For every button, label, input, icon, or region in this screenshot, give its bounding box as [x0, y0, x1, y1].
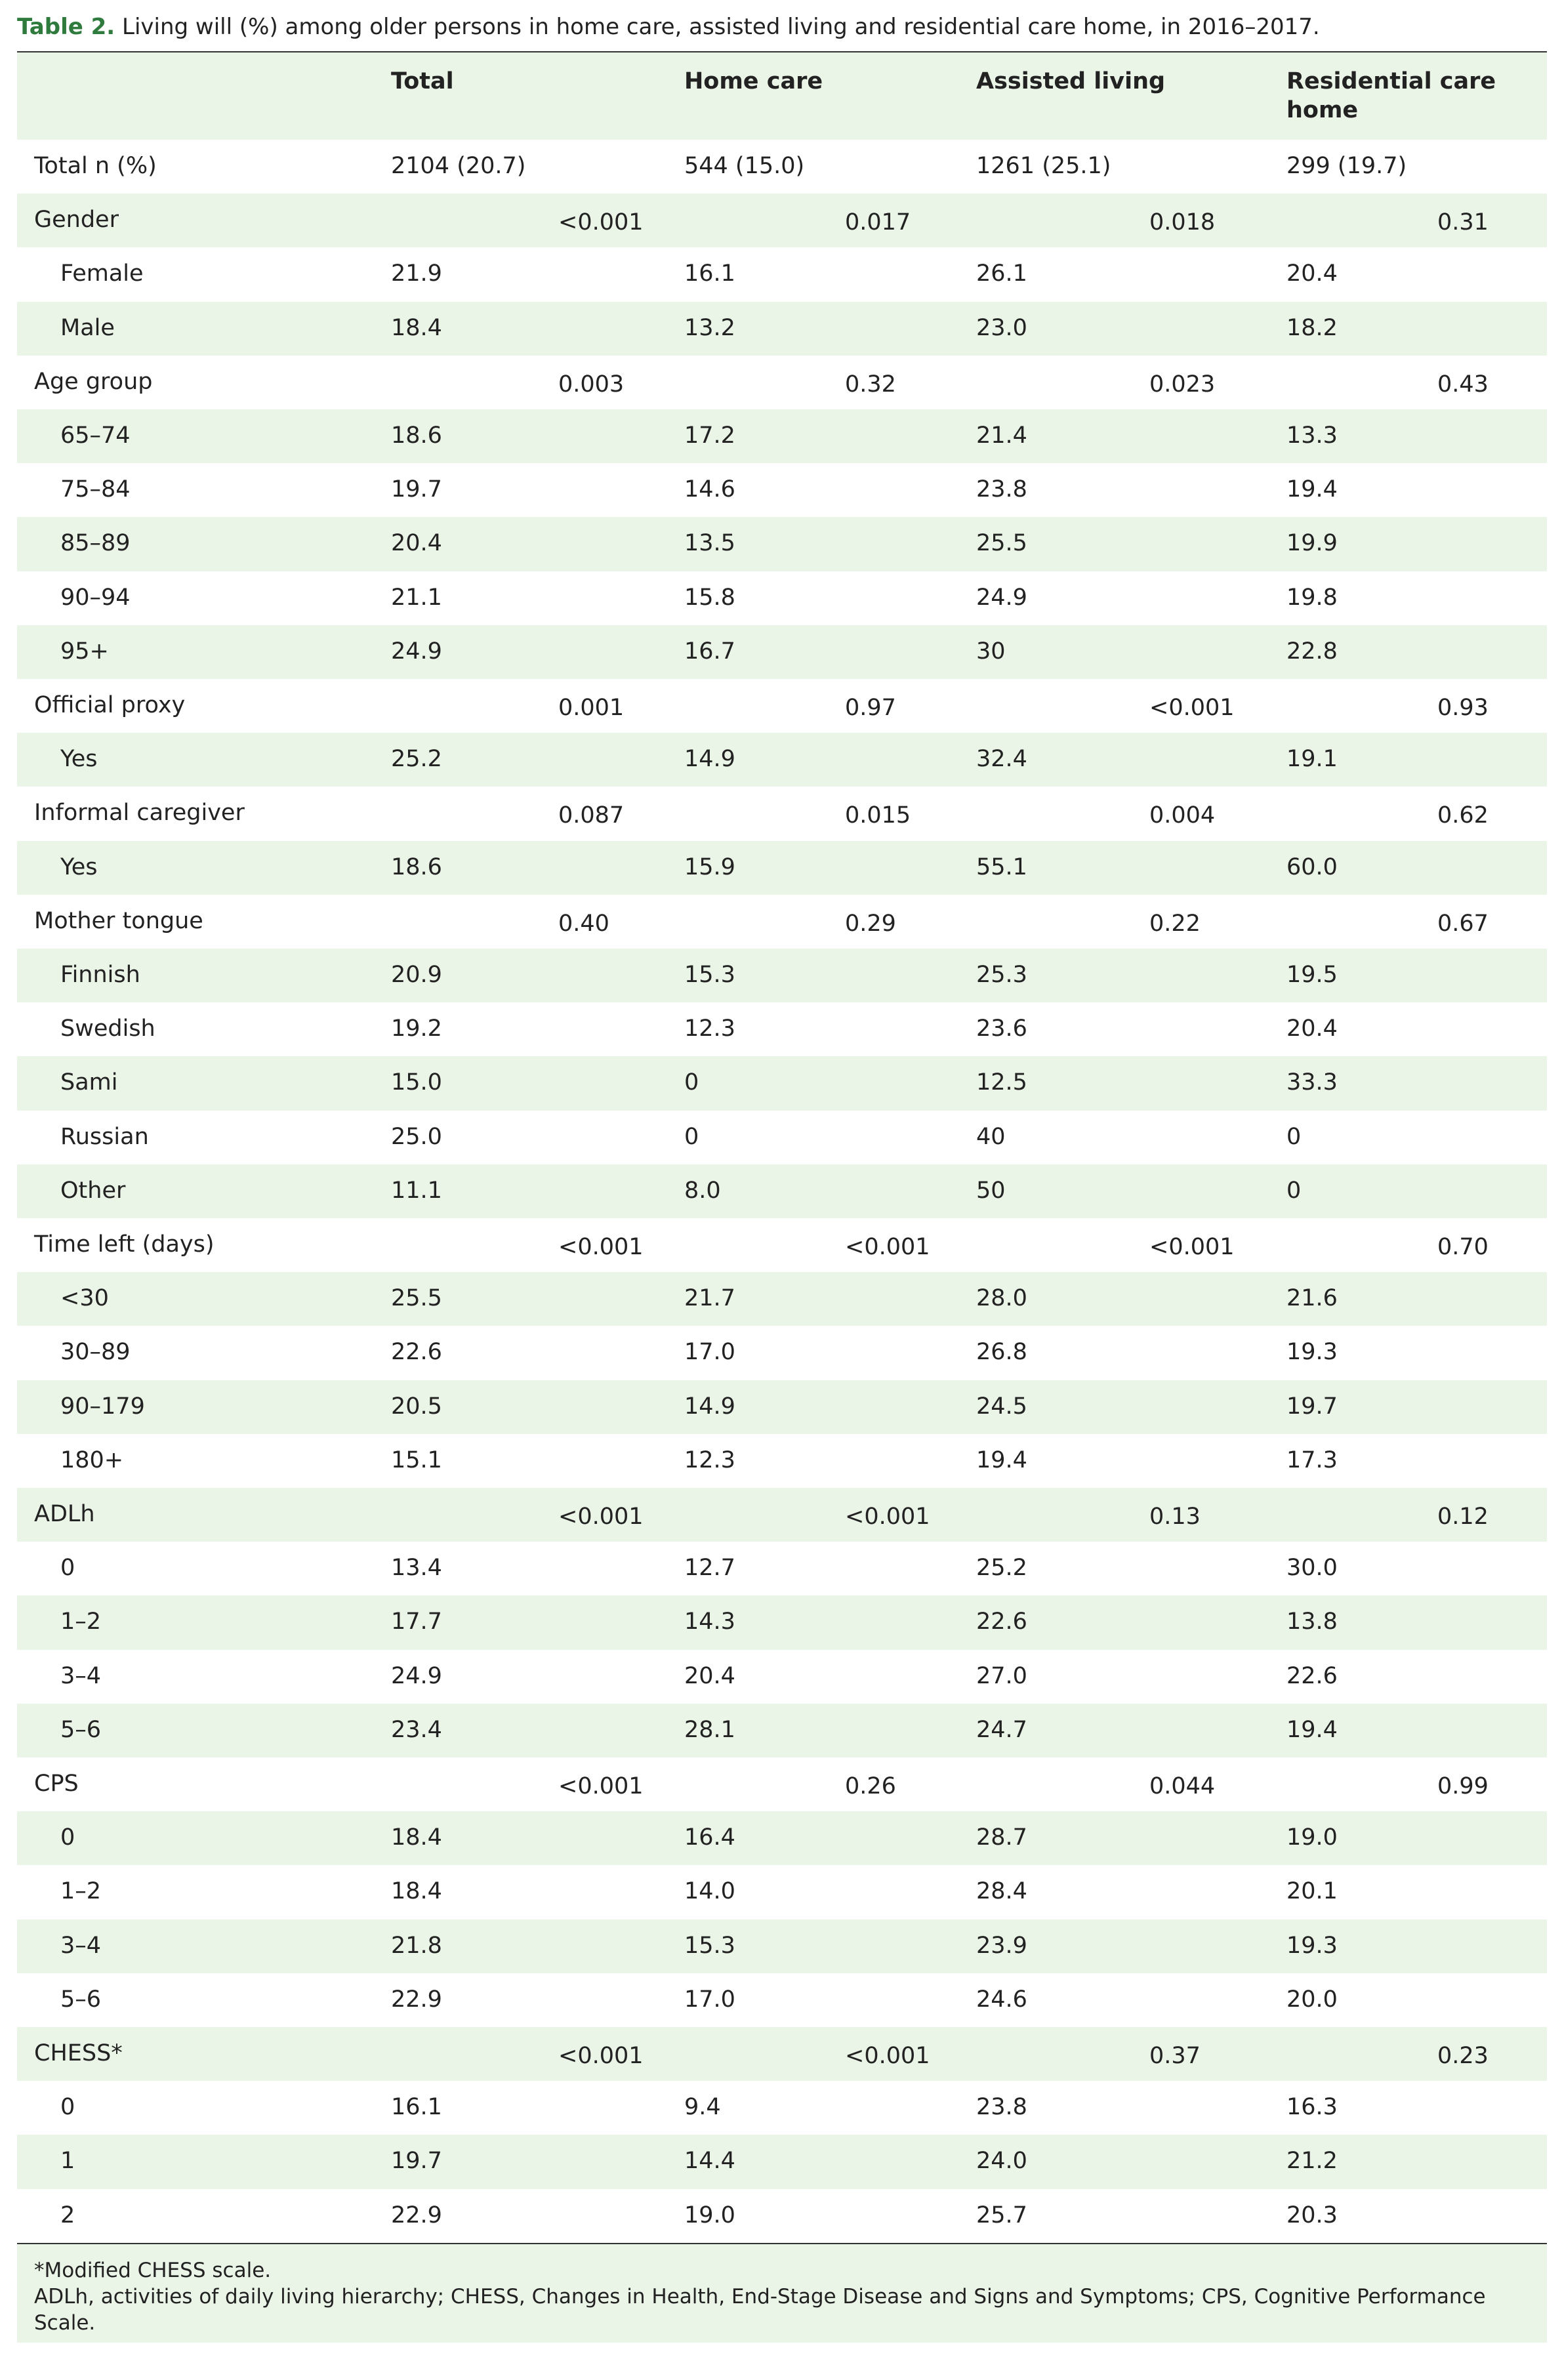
- table-row: [17, 1002, 1547, 1056]
- row-label: 90–179: [60, 1393, 145, 1420]
- cell-home-care: 16.7: [684, 638, 735, 665]
- cell-home-care: 14.3: [684, 1609, 735, 1635]
- table-row: [17, 1811, 1547, 1865]
- cell-total: 25.2: [391, 746, 442, 773]
- cell-assisted-living: 23.8: [976, 476, 1027, 503]
- row-label: 30–89: [60, 1339, 131, 1366]
- cell-home-care: 15.9: [684, 853, 735, 880]
- p-value-residential-care-home: 0.93: [1437, 695, 1489, 721]
- row-label: 90–94: [60, 584, 131, 611]
- table-row: [17, 1272, 1547, 1326]
- cell-home-care: 15.3: [684, 1932, 735, 1959]
- cell-home-care: 0: [684, 1123, 699, 1150]
- cell-total: 24.9: [391, 638, 442, 665]
- cell-home-care: 17.0: [684, 1339, 735, 1366]
- cell-residential-care-home: 22.8: [1286, 638, 1338, 665]
- row-label: 1–2: [60, 1609, 102, 1635]
- table-row: [17, 1326, 1547, 1380]
- cell-home-care: 16.4: [684, 1824, 735, 1851]
- table-row: [17, 463, 1547, 517]
- cell-home-care: 21.7: [684, 1285, 735, 1312]
- p-value-home-care: <0.001: [845, 1234, 930, 1260]
- row-label: CPS: [34, 1771, 79, 1797]
- table-row: [17, 625, 1547, 679]
- table-group-row: [17, 356, 1547, 409]
- cell-residential-care-home: 20.0: [1286, 1986, 1338, 2013]
- cell-total: 19.2: [391, 1016, 442, 1042]
- cell-home-care: 15.3: [684, 962, 735, 988]
- cell-assisted-living: 21.4: [976, 422, 1027, 449]
- p-value-residential-care-home: 0.23: [1437, 2043, 1489, 2069]
- cell-total: 21.1: [391, 584, 442, 611]
- row-label: 5–6: [60, 1986, 102, 2013]
- cell-residential-care-home: 18.2: [1286, 314, 1338, 341]
- table-caption: [17, 7, 1552, 47]
- cell-total: 18.4: [391, 1878, 442, 1905]
- cell-total: 15.1: [391, 1446, 442, 1473]
- cell-total: 22.9: [391, 1986, 442, 2013]
- cell-assisted-living: 25.2: [976, 1555, 1027, 1582]
- footnote-line: *Modified CHESS scale.: [34, 2258, 272, 2282]
- table-footnotes: [17, 2244, 1547, 2343]
- cell-residential-care-home: 0: [1286, 1123, 1302, 1150]
- header-residential-care-home: Residential care home: [1286, 68, 1496, 123]
- row-label: Informal caregiver: [34, 800, 245, 827]
- row-label: 95+: [60, 638, 109, 665]
- p-value-assisted-living: 0.044: [1149, 1773, 1216, 1799]
- cell-assisted-living: 26.8: [976, 1339, 1027, 1366]
- cell-home-care: 9.4: [684, 2094, 721, 2121]
- cell-assisted-living: 1261 (25.1): [976, 153, 1111, 179]
- row-label: Gender: [34, 207, 119, 234]
- p-value-total: 0.40: [558, 910, 609, 937]
- row-label: Finnish: [60, 962, 140, 988]
- p-value-assisted-living: 0.004: [1149, 802, 1216, 829]
- cell-total: 20.9: [391, 962, 442, 988]
- cell-home-care: 12.7: [684, 1555, 735, 1582]
- cell-home-care: 544 (15.0): [684, 153, 805, 179]
- cell-residential-care-home: 299 (19.7): [1286, 153, 1407, 179]
- cell-total: 11.1: [391, 1177, 442, 1204]
- cell-total: 20.4: [391, 530, 442, 557]
- row-label: Other: [60, 1177, 126, 1204]
- cell-total: 16.1: [391, 2094, 442, 2121]
- table-row: [17, 140, 1547, 194]
- cell-home-care: 0: [684, 1069, 699, 1096]
- cell-home-care: 12.3: [684, 1446, 735, 1473]
- row-label: 1: [60, 2148, 75, 2175]
- cell-residential-care-home: 19.3: [1286, 1339, 1338, 1366]
- cell-home-care: 15.8: [684, 584, 735, 611]
- cell-assisted-living: 26.1: [976, 260, 1027, 287]
- table-row: [17, 1542, 1547, 1595]
- row-label: Swedish: [60, 1016, 155, 1042]
- row-label: Age group: [34, 368, 153, 395]
- cell-assisted-living: 23.8: [976, 2094, 1027, 2121]
- p-value-residential-care-home: 0.70: [1437, 1234, 1489, 1260]
- table-row: [17, 571, 1547, 625]
- cell-home-care: 20.4: [684, 1662, 735, 1689]
- cell-home-care: 13.2: [684, 314, 735, 341]
- table-caption-label: Table 2.: [17, 14, 115, 40]
- cell-residential-care-home: 19.8: [1286, 584, 1338, 611]
- p-value-total: <0.001: [558, 2043, 644, 2069]
- cell-residential-care-home: 19.7: [1286, 1393, 1338, 1420]
- row-label: 75–84: [60, 476, 131, 503]
- table-group-row: [17, 1757, 1547, 1811]
- cell-assisted-living: 25.7: [976, 2202, 1027, 2228]
- p-value-total: 0.003: [558, 371, 625, 398]
- cell-residential-care-home: 20.1: [1286, 1878, 1338, 1905]
- row-label: 0: [60, 1555, 75, 1582]
- row-label: 180+: [60, 1446, 124, 1473]
- row-label: 5–6: [60, 1716, 102, 1743]
- cell-home-care: 14.9: [684, 746, 735, 773]
- cell-assisted-living: 40: [976, 1123, 1006, 1150]
- p-value-assisted-living: 0.023: [1149, 371, 1216, 398]
- row-label: Female: [60, 260, 144, 287]
- cell-home-care: 12.3: [684, 1016, 735, 1042]
- cell-total: 18.4: [391, 1824, 442, 1851]
- cell-assisted-living: 55.1: [976, 853, 1027, 880]
- cell-assisted-living: 25.3: [976, 962, 1027, 988]
- p-value-residential-care-home: 0.31: [1437, 209, 1489, 236]
- cell-residential-care-home: 19.9: [1286, 530, 1338, 557]
- cell-total: 19.7: [391, 2148, 442, 2175]
- cell-assisted-living: 30: [976, 638, 1006, 665]
- table-row: [17, 2189, 1547, 2243]
- cell-home-care: 14.9: [684, 1393, 735, 1420]
- cell-residential-care-home: 19.4: [1286, 476, 1338, 503]
- cell-residential-care-home: 19.3: [1286, 1932, 1338, 1959]
- cell-residential-care-home: 22.6: [1286, 1662, 1338, 1689]
- cell-total: 22.9: [391, 2202, 442, 2228]
- row-label: Sami: [60, 1069, 118, 1096]
- row-label: Official proxy: [34, 692, 186, 718]
- cell-total: 25.5: [391, 1285, 442, 1312]
- table-caption-text: Living will (%) among older persons in home care, assisted living and residential care home, in 2016–2017.: [122, 14, 1320, 40]
- p-value-residential-care-home: 0.62: [1437, 802, 1489, 829]
- footnote-line: Scale.: [34, 2310, 96, 2335]
- table-row: [17, 1434, 1547, 1488]
- cell-residential-care-home: 16.3: [1286, 2094, 1338, 2121]
- p-value-assisted-living: <0.001: [1149, 1234, 1235, 1260]
- cell-residential-care-home: 19.5: [1286, 962, 1338, 988]
- cell-home-care: 13.5: [684, 530, 735, 557]
- cell-assisted-living: 32.4: [976, 746, 1027, 773]
- cell-residential-care-home: 21.6: [1286, 1285, 1338, 1312]
- table-row: [17, 1056, 1547, 1110]
- cell-total: 18.4: [391, 314, 442, 341]
- cell-total: 2104 (20.7): [391, 153, 526, 179]
- row-label: 3–4: [60, 1932, 102, 1959]
- table-row: [17, 1650, 1547, 1704]
- table-row: [17, 1595, 1547, 1649]
- cell-home-care: 14.4: [684, 2148, 735, 2175]
- p-value-home-care: <0.001: [845, 1504, 930, 1530]
- cell-home-care: 14.0: [684, 1878, 735, 1905]
- cell-residential-care-home: 33.3: [1286, 1069, 1338, 1096]
- p-value-home-care: 0.29: [845, 910, 896, 937]
- row-label: Yes: [60, 853, 98, 880]
- header-home-care: Home care: [684, 68, 823, 94]
- cell-residential-care-home: 13.3: [1286, 422, 1338, 449]
- row-label: 3–4: [60, 1662, 102, 1689]
- cell-assisted-living: 24.5: [976, 1393, 1027, 1420]
- p-value-assisted-living: 0.37: [1149, 2043, 1201, 2069]
- p-value-home-care: 0.32: [845, 371, 896, 398]
- table-row: [17, 1380, 1547, 1434]
- p-value-assisted-living: 0.018: [1149, 209, 1216, 236]
- cell-total: 21.9: [391, 260, 442, 287]
- row-label: 65–74: [60, 422, 131, 449]
- cell-home-care: 14.6: [684, 476, 735, 503]
- row-label: Russian: [60, 1123, 149, 1150]
- cell-assisted-living: 27.0: [976, 1662, 1027, 1689]
- cell-assisted-living: 23.0: [976, 314, 1027, 341]
- p-value-assisted-living: 0.13: [1149, 1504, 1201, 1530]
- table-row: [17, 841, 1547, 895]
- table-row: [17, 247, 1547, 301]
- p-value-residential-care-home: 0.99: [1437, 1773, 1489, 1799]
- cell-residential-care-home: 0: [1286, 1177, 1302, 1204]
- cell-assisted-living: 28.7: [976, 1824, 1027, 1851]
- table-group-row: [17, 679, 1547, 733]
- p-value-residential-care-home: 0.12: [1437, 1504, 1489, 1530]
- p-value-home-care: 0.017: [845, 209, 911, 236]
- p-value-residential-care-home: 0.67: [1437, 910, 1489, 937]
- cell-residential-care-home: 17.3: [1286, 1446, 1338, 1473]
- table-row: [17, 409, 1547, 463]
- header-assisted-living: Assisted living: [976, 68, 1166, 94]
- table-row: [17, 1973, 1547, 2027]
- table-group-row: [17, 1488, 1547, 1542]
- cell-total: 22.6: [391, 1339, 442, 1366]
- row-label: Total n (%): [34, 153, 157, 179]
- table-row: [17, 1865, 1547, 1919]
- cell-total: 18.6: [391, 422, 442, 449]
- cell-home-care: 17.0: [684, 1986, 735, 2013]
- cell-assisted-living: 19.4: [976, 1446, 1027, 1473]
- table-row: [17, 733, 1547, 787]
- cell-residential-care-home: 19.0: [1286, 1824, 1338, 1851]
- table-row: [17, 949, 1547, 1002]
- cell-total: 13.4: [391, 1555, 442, 1582]
- row-label: 85–89: [60, 530, 131, 557]
- cell-assisted-living: 12.5: [976, 1069, 1027, 1096]
- row-label: Male: [60, 314, 115, 341]
- cell-residential-care-home: 20.3: [1286, 2202, 1338, 2228]
- table-header-row: [17, 52, 1547, 140]
- cell-residential-care-home: 30.0: [1286, 1555, 1338, 1582]
- cell-total: 23.4: [391, 1716, 442, 1743]
- row-label: <30: [60, 1285, 109, 1312]
- row-label: 0: [60, 1824, 75, 1851]
- cell-total: 15.0: [391, 1069, 442, 1096]
- table-row: [17, 2081, 1547, 2135]
- cell-residential-care-home: 13.8: [1286, 1609, 1338, 1635]
- cell-home-care: 8.0: [684, 1177, 721, 1204]
- cell-residential-care-home: 19.4: [1286, 1716, 1338, 1743]
- table-row: [17, 1704, 1547, 1757]
- p-value-home-care: 0.26: [845, 1773, 896, 1799]
- cell-assisted-living: 24.0: [976, 2148, 1027, 2175]
- p-value-total: <0.001: [558, 1234, 644, 1260]
- cell-total: 21.8: [391, 1932, 442, 1959]
- p-value-home-care: 0.015: [845, 802, 911, 829]
- p-value-home-care: 0.97: [845, 695, 896, 721]
- cell-assisted-living: 28.0: [976, 1285, 1027, 1312]
- cell-assisted-living: 22.6: [976, 1609, 1027, 1635]
- p-value-total: <0.001: [558, 209, 644, 236]
- p-value-assisted-living: 0.22: [1149, 910, 1201, 937]
- cell-assisted-living: 50: [976, 1177, 1006, 1204]
- cell-residential-care-home: 21.2: [1286, 2148, 1338, 2175]
- table-group-row: [17, 194, 1547, 247]
- row-label: ADLh: [34, 1501, 95, 1527]
- cell-residential-care-home: 19.1: [1286, 746, 1338, 773]
- table-group-row: [17, 895, 1547, 949]
- p-value-total: 0.001: [558, 695, 625, 721]
- table-row: [17, 1919, 1547, 1973]
- cell-total: 18.6: [391, 853, 442, 880]
- table-row: [17, 1164, 1547, 1218]
- table-row: [17, 517, 1547, 571]
- table-group-row: [17, 1218, 1547, 1272]
- cell-total: 17.7: [391, 1609, 442, 1635]
- cell-assisted-living: 24.7: [976, 1716, 1027, 1743]
- table-group-row: [17, 787, 1547, 840]
- cell-home-care: 16.1: [684, 260, 735, 287]
- cell-assisted-living: 28.4: [976, 1878, 1027, 1905]
- row-label: Time left (days): [34, 1231, 215, 1258]
- p-value-total: <0.001: [558, 1773, 644, 1799]
- row-label: Mother tongue: [34, 907, 203, 934]
- p-value-home-care: <0.001: [845, 2043, 930, 2069]
- cell-residential-care-home: 20.4: [1286, 1016, 1338, 1042]
- header-total: Total: [391, 68, 454, 94]
- table-row: [17, 302, 1547, 356]
- cell-total: 25.0: [391, 1123, 442, 1150]
- cell-home-care: 17.2: [684, 422, 735, 449]
- p-value-assisted-living: <0.001: [1149, 695, 1235, 721]
- row-label: CHESS*: [34, 2040, 123, 2066]
- row-label: 1–2: [60, 1878, 102, 1905]
- table-row: [17, 1111, 1547, 1164]
- row-label: 2: [60, 2202, 75, 2228]
- cell-home-care: 28.1: [684, 1716, 735, 1743]
- row-label: Yes: [60, 746, 98, 773]
- row-label: 0: [60, 2094, 75, 2121]
- footnote-line: ADLh, activities of daily living hierarchy; CHESS, Changes in Health, End-Stage Disease and Signs and Symptoms; CPS, Cognitive Performance: [34, 2284, 1486, 2308]
- cell-assisted-living: 25.5: [976, 530, 1027, 557]
- table-row: [17, 2135, 1547, 2188]
- cell-residential-care-home: 20.4: [1286, 260, 1338, 287]
- cell-home-care: 19.0: [684, 2202, 735, 2228]
- p-value-total: 0.087: [558, 802, 625, 829]
- table-group-row: [17, 2027, 1547, 2081]
- p-value-total: <0.001: [558, 1504, 644, 1530]
- cell-residential-care-home: 60.0: [1286, 853, 1338, 880]
- cell-total: 24.9: [391, 1662, 442, 1689]
- cell-assisted-living: 23.9: [976, 1932, 1027, 1959]
- cell-total: 20.5: [391, 1393, 442, 1420]
- cell-assisted-living: 23.6: [976, 1016, 1027, 1042]
- cell-assisted-living: 24.9: [976, 584, 1027, 611]
- p-value-residential-care-home: 0.43: [1437, 371, 1489, 398]
- cell-total: 19.7: [391, 476, 442, 503]
- cell-assisted-living: 24.6: [976, 1986, 1027, 2013]
